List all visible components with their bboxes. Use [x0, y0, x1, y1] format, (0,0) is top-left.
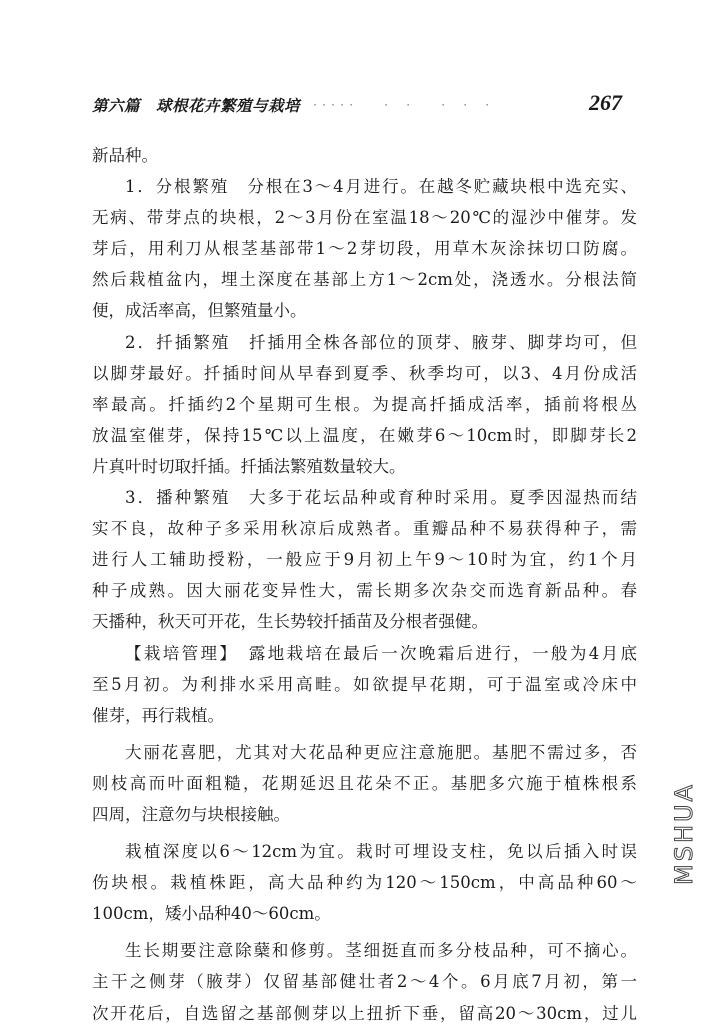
paragraph-division-propagation [92, 171, 637, 326]
body-text [92, 140, 637, 1029]
text-line: 无病、带芽点的块根，2～3月份在室温18～20℃的湿沙中催芽。发 [92, 208, 637, 228]
text-line: 四周，注意勿与块根接触。 [92, 804, 290, 824]
text-line: 放温室催芽，保持15℃以上温度，在嫩芽6～10cm时，即脚芽长2 [92, 425, 637, 445]
text-line: 栽植深度以6～12cm为宜。栽时可埋设支柱，免以后插入时误 [125, 842, 637, 862]
text-line: 生长期要注意除蘖和修剪。茎细挺直而多分枝品种，可不摘心。 [125, 941, 637, 961]
text-line: 【栽培管理】 露地栽培在最后一次晚霜后进行，一般为4月底 [125, 643, 637, 663]
page-number: 267 [589, 90, 622, 115]
watermark-text: MSHUA [670, 782, 698, 885]
text-line: 便，成活率高，但繁殖量小。 [92, 301, 307, 321]
paragraph-cultivation-management [92, 638, 637, 731]
text-line: 片真叶时切取扦插。扦插法繁殖数量较大。 [92, 456, 406, 476]
text-line: 1．分根繁殖 分根在3～4月进行。在越冬贮藏块根中选充实、 [125, 177, 637, 197]
text-line: 2．扦插繁殖 扦插用全株各部位的顶芽、腋芽、脚芽均可，但 [125, 332, 637, 352]
text-line: 进行人工辅助授粉，一般应于9月初上午9～10时为宜，约1个月 [92, 550, 637, 570]
paragraph-seed-propagation [92, 482, 637, 637]
text-line: 大丽花喜肥，尤其对大花品种更应注意施肥。基肥不需过多，否 [125, 742, 637, 762]
paragraph-pruning [92, 935, 637, 1028]
text-line: 芽后，用利刀从根茎基部带1～2芽切段，用草木灰涂抹切口防腐。 [92, 239, 637, 259]
text-line: 以脚芽最好。扦插时间从早春到夏季、秋季均可，以3、4月份成活 [92, 363, 637, 383]
paragraph-intro [92, 140, 637, 171]
header-dot-leader: ····· · · · · · [312, 100, 494, 111]
text-line: 实不良，故种子多采用秋凉后成熟者。重瓣品种不易获得种子，需 [92, 519, 637, 539]
text-line: 率最高。扦插约2个星期可生根。为提高扦插成活率，插前将根丛 [92, 394, 637, 414]
paragraph-cutting-propagation [92, 327, 637, 482]
paragraph-planting-depth [92, 836, 637, 929]
chapter-title: 第六篇 球根花卉繁殖与栽培 [92, 97, 301, 115]
text-line: 100cm，矮小品种40～60cm。 [92, 904, 331, 924]
text-line: 新品种。 [92, 146, 158, 165]
paragraph-fertilizer [92, 737, 637, 830]
text-line: 天播种，秋天可开花，生长势较扦插苗及分根者强健。 [92, 612, 488, 632]
text-line: 次开花后，自选留之基部侧芽以上扭折下垂，留高20～30cm，过儿 [92, 1003, 637, 1023]
running-header [92, 90, 622, 120]
text-line: 伤块根。栽植株距，高大品种约为120～150cm，中高品种60～ [92, 873, 637, 893]
text-line: 催芽，再行栽植。 [92, 705, 224, 725]
text-line: 至5月初。为利排水采用高畦。如欲提早花期，可于温室或冷床中 [92, 674, 637, 694]
text-line: 3．播种繁殖 大多于花坛品种或育种时采用。夏季因湿热而结 [125, 488, 637, 508]
text-line: 种子成熟。因大丽花变异性大，需长期多次杂交而选育新品种。春 [92, 581, 637, 601]
text-line: 主干之侧芽（腋芽）仅留基部健壮者2～4个。6月底7月初，第一 [92, 972, 637, 992]
text-line: 则枝高而叶面粗糙，花期延迟且花朵不正。基肥多穴施于植株根系 [92, 773, 637, 793]
text-line: 然后栽植盆内，埋土深度在基部上方1～2cm处，浇透水。分根法简 [92, 270, 637, 290]
